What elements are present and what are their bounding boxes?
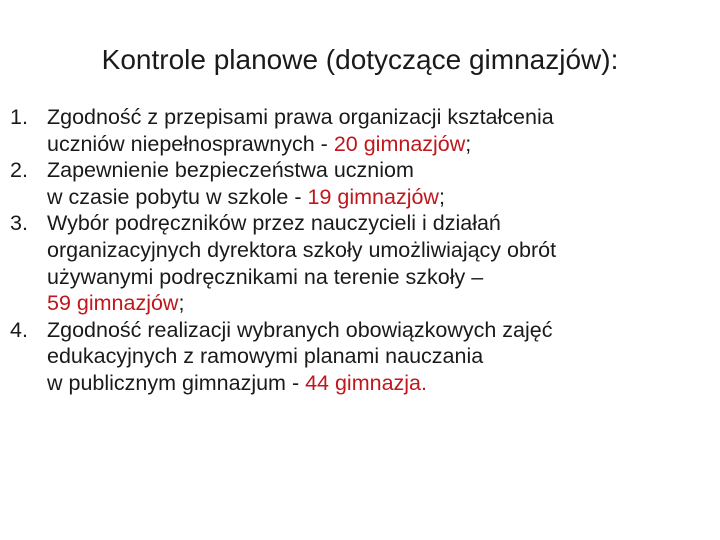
list-number: 1. <box>10 105 28 129</box>
count-highlight: 19 gimnazjów <box>307 184 439 209</box>
list-number: 2. <box>10 158 28 183</box>
item-line: w czasie pobytu w szkole - <box>47 184 308 209</box>
list-item <box>10 157 710 210</box>
list-number: 4. <box>10 317 28 342</box>
item-suffix: ; <box>465 131 472 156</box>
item-text <box>47 317 710 397</box>
item-line: Zgodność realizacji wybranych obowiązkowych zajęć <box>47 317 553 342</box>
item-line: w publicznym gimnazjum - <box>47 370 306 395</box>
item-line: organizacyjnych dyrektora szkoły umożliwiający obrót <box>47 237 557 262</box>
count-highlight: 59 gimnazjów <box>47 291 179 316</box>
item-line: używanymi podręcznikami na terenie szkoły – <box>47 264 484 289</box>
slide-title: Kontrole planowe (dotyczące gimnazjów): <box>101 44 619 75</box>
item-text <box>47 210 710 316</box>
count-highlight: 44 gimnazja. <box>305 370 427 395</box>
item-line: Wybór podręczników przez nauczycieli i działań <box>47 211 501 236</box>
item-line: edukacyjnych z ramowymi planami nauczania <box>47 344 484 369</box>
item-text <box>47 157 710 210</box>
item-line: Zgodność z przepisami prawa organizacji kształcenia <box>47 105 554 129</box>
item-line: uczniów niepełnosprawnych - <box>47 131 334 156</box>
count-highlight: 20 gimnazjów <box>333 131 466 156</box>
list-item <box>10 210 710 316</box>
item-text <box>47 104 710 157</box>
inspection-list <box>10 104 710 397</box>
list-number: 3. <box>10 211 28 236</box>
list-item <box>10 104 710 157</box>
item-suffix: ; <box>438 184 445 209</box>
item-suffix: ; <box>178 291 185 316</box>
list-item <box>10 317 710 397</box>
item-line: Zapewnienie bezpieczeństwa uczniom <box>47 158 414 183</box>
